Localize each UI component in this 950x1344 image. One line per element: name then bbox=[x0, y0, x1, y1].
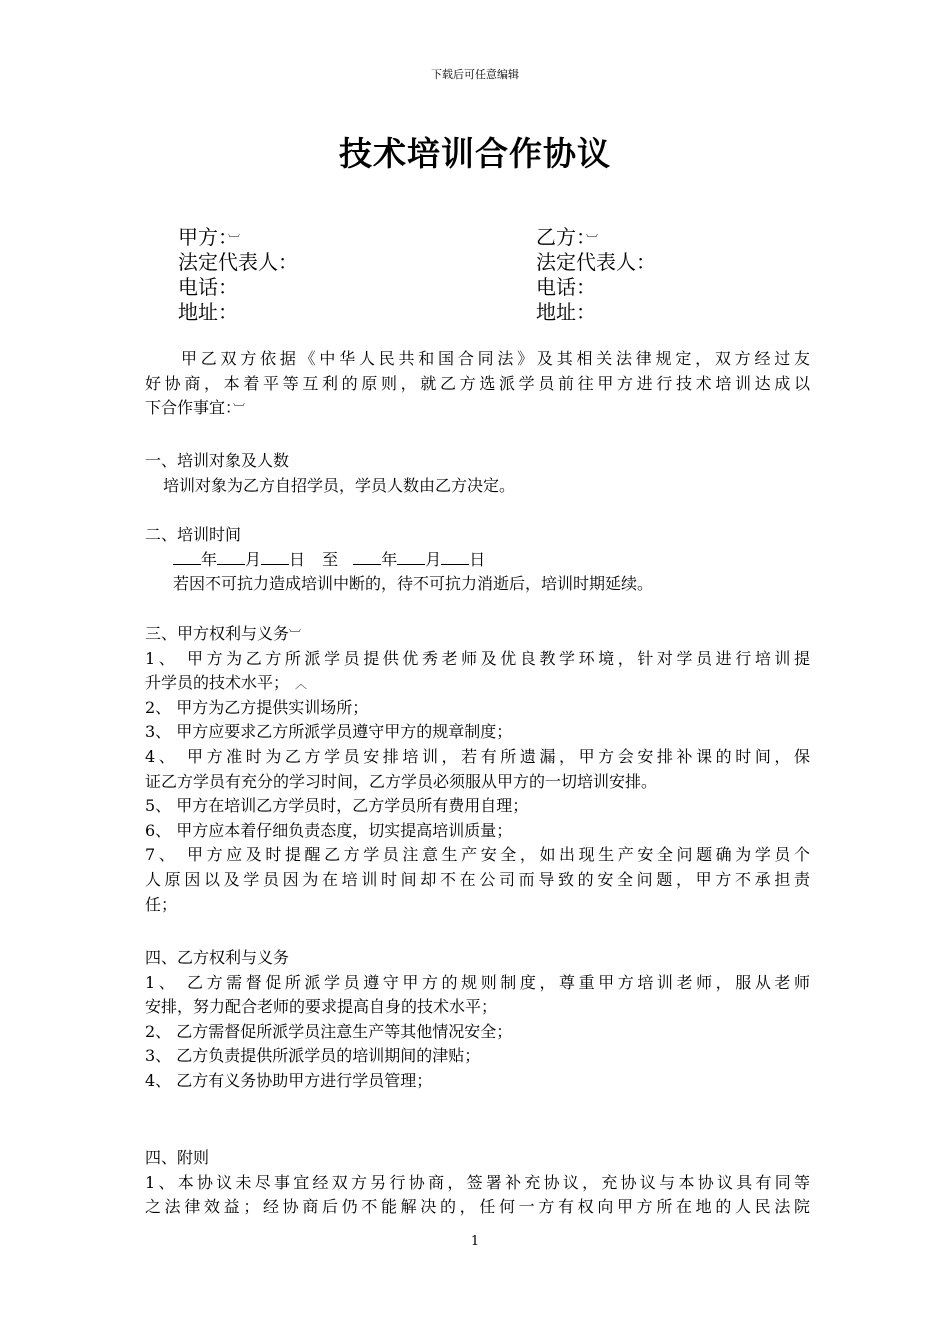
section-3-line: 3、 甲方应要求乙方所派学员遵守甲方的规章制度； bbox=[145, 722, 513, 742]
day-label: 日 bbox=[469, 549, 486, 569]
section-3-line: 任； bbox=[145, 894, 178, 914]
intro-line: 甲乙双方依据《中华人民共和国合同法》及其相关法律规定，双方经过友 bbox=[181, 349, 810, 368]
party-b-block bbox=[536, 225, 656, 325]
section-1-line: 培训对象为乙方自招学员，学员人数由乙方决定。 bbox=[163, 475, 516, 495]
year-label: 年 bbox=[201, 549, 218, 569]
section-5 bbox=[145, 1146, 810, 1220]
month-label: 月 bbox=[245, 549, 262, 569]
section-4-line: 安排，努力配合老师的要求提高自身的技术水平； bbox=[145, 997, 498, 1017]
section-2-heading: 二、培训时间 bbox=[145, 525, 242, 544]
year-blank bbox=[353, 548, 381, 565]
to-label: 至 bbox=[322, 549, 339, 569]
section-3-line: 升学员的技术水平； bbox=[145, 673, 290, 693]
blank-mark: ︺ bbox=[586, 233, 599, 247]
blank-mark: ︺ bbox=[233, 402, 246, 417]
blank-mark: ︺ bbox=[228, 233, 241, 247]
party-a-block bbox=[178, 225, 298, 325]
section-5-line: 1、本协议未尽事宜经双方另行协商，签署补充协议，充协议与本协议具有同等 bbox=[145, 1172, 810, 1192]
blank-mark: ︺ bbox=[289, 628, 302, 642]
day-label: 日 bbox=[289, 549, 306, 569]
intro-line: 下合作事宜： bbox=[145, 398, 234, 418]
section-1-heading: 一、培训对象及人数 bbox=[145, 451, 290, 470]
section-3-line: 人原因以及学员因为在培训时间却不在公司而导致的安全问题，甲方不承担责 bbox=[145, 869, 810, 889]
year-blank bbox=[173, 548, 201, 565]
section-3-heading: 三、甲方权利与义务 bbox=[145, 624, 290, 643]
section-5-heading: 四、附则 bbox=[145, 1148, 210, 1167]
month-blank bbox=[397, 548, 425, 565]
section-3-line: 1、 甲方为乙方所派学员提供优秀老师及优良教学环境，针对学员进行培训提 bbox=[145, 648, 810, 668]
section-4-heading: 四、乙方权利与义务 bbox=[145, 948, 290, 967]
day-blank bbox=[261, 548, 289, 565]
section-3-line: 证乙方学员有充分的学习时间，乙方学员必须服从甲方的一切培训安排。 bbox=[145, 771, 658, 791]
document-title: 技术培训合作协议 bbox=[339, 134, 611, 173]
section-4-line: 1、 乙方需督促所派学员遵守甲方的规则制度，尊重甲方培训老师，服从老师 bbox=[145, 972, 810, 992]
party-a-label: 甲方： bbox=[178, 225, 228, 249]
party-b-rep-label: 法定代表人： bbox=[536, 250, 656, 274]
section-3-line: 2、 甲方为乙方提供实训场所； bbox=[145, 697, 369, 717]
party-b-label: 乙方： bbox=[536, 225, 586, 249]
section-3-line: 7、 甲方应及时提醒乙方学员注意生产安全，如出现生产安全问题确为学员个 bbox=[145, 845, 810, 865]
section-3-line: 5、 甲方在培训乙方学员时，乙方学员所有费用自理； bbox=[145, 796, 529, 816]
section-3-line: 4、 甲方准时为乙方学员安排培训，若有所遗漏，甲方会安排补课的时间，保 bbox=[145, 746, 810, 766]
intro-line: 好协商，本着平等互利的原则，就乙方选派学员前往甲方进行技术培训达成以 bbox=[145, 373, 810, 393]
section-3-line: 6、 甲方应本着仔细负责态度，切实提高培训质量； bbox=[145, 820, 513, 840]
section-4-line: 4、 乙方有义务协助甲方进行学员管理； bbox=[145, 1070, 433, 1090]
section-4 bbox=[145, 946, 810, 1094]
month-blank bbox=[217, 548, 245, 565]
section-1 bbox=[145, 449, 810, 498]
training-date-range bbox=[145, 548, 810, 573]
section-4-line: 3、 乙方负责提供所派学员的培训期间的津贴； bbox=[145, 1046, 481, 1066]
caret-mark: ︿ bbox=[295, 677, 308, 692]
month-label: 月 bbox=[425, 549, 442, 569]
party-b-address-label: 地址： bbox=[536, 300, 596, 324]
day-blank bbox=[441, 548, 469, 565]
section-3 bbox=[145, 622, 810, 917]
party-b-phone-label: 电话： bbox=[536, 275, 596, 299]
section-2 bbox=[145, 523, 810, 597]
party-a-phone-label: 电话： bbox=[178, 275, 238, 299]
page-number: 1 bbox=[470, 1234, 480, 1249]
section-4-line: 2、 乙方需督促所派学员注意生产等其他情况安全； bbox=[145, 1021, 513, 1041]
header-note: 下载后可任意编辑 bbox=[431, 68, 519, 81]
section-5-line: 之法律效益；经协商后仍不能解决的，任何一方有权向甲方所在地的人民法院 bbox=[145, 1197, 810, 1217]
party-a-rep-label: 法定代表人： bbox=[178, 250, 298, 274]
intro-paragraph bbox=[145, 347, 810, 421]
section-2-line: 若因不可抗力造成培训中断的，待不可抗力消逝后，培训时期延续。 bbox=[173, 574, 654, 594]
party-a-address-label: 地址： bbox=[178, 300, 238, 324]
year-label: 年 bbox=[381, 549, 398, 569]
